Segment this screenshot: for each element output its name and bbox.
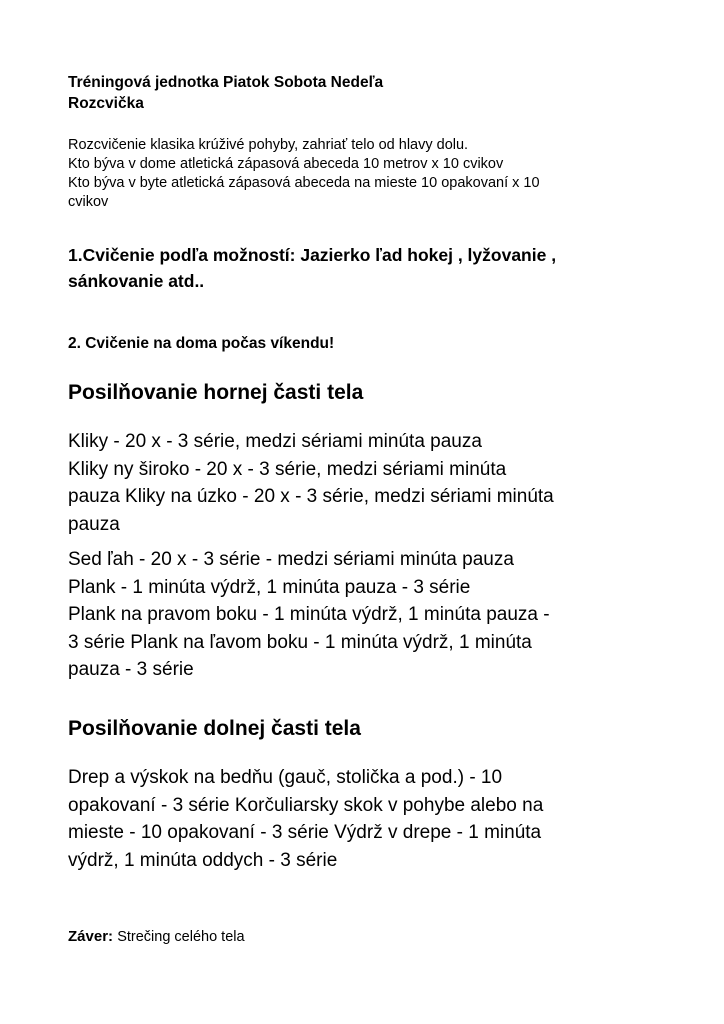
paragraph-line: Plank na pravom boku - 1 minúta výdrž, 1 minúta pauza - — [68, 604, 550, 625]
exercise-2-heading: 2. Cvičenie na doma počas víkendu! — [68, 335, 335, 352]
intro-line: Rozcvičenie klasika krúživé pohyby, zahriať telo od hlavy dolu. — [68, 137, 469, 153]
warmup-heading: Rozcvička — [68, 95, 144, 112]
exercise-1-heading — [68, 242, 668, 294]
paragraph-line: opakovaní - 3 série Korčuliarsky skok v pohybe alebo na — [68, 794, 544, 816]
paragraph-line: Kliky ny široko - 20 x - 3 série, medzi sériami minúta — [68, 458, 507, 480]
intro-line: Kto býva v byte atletická zápasová abeceda na mieste 10 opakovaní x 10 — [68, 175, 540, 191]
conclusion — [68, 927, 245, 947]
conclusion-label: Záver: — [68, 928, 114, 945]
paragraph-line: pauza Kliky na úzko - 20 x - 3 série, medzi sériami minúta — [68, 486, 554, 507]
conclusion-text: Strečing celého tela — [117, 929, 245, 945]
exercise-1-line: 1.Cvičenie podľa možností: Jazierko ľad hokej , lyžovanie , — [68, 245, 557, 265]
upper-body-pushups — [68, 428, 668, 538]
lower-body-heading: Posilňovanie dolnej časti tela — [68, 717, 361, 740]
paragraph-line: pauza — [68, 513, 120, 535]
paragraph-line: mieste - 10 opakovaní - 3 série Výdrž v drepe - 1 minúta — [68, 822, 542, 843]
paragraph-line: pauza - 3 série — [68, 659, 194, 680]
paragraph-line: Drep a výskok na bedňu (gauč, stolička a pod.) - 10 — [68, 767, 503, 788]
exercise-1-line: sánkovanie atd.. — [68, 271, 205, 291]
paragraph-line: Kliky - 20 x - 3 série, medzi sériami minúta pauza — [68, 431, 482, 452]
title-line: Tréningová jednotka Piatok Sobota Nedeľa — [68, 74, 384, 91]
paragraph-line: výdrž, 1 minúta oddych - 3 série — [68, 849, 338, 871]
intro-line: cvikov — [68, 194, 109, 210]
document-title — [68, 72, 383, 114]
lower-body-exercises — [68, 764, 668, 874]
intro-line: Kto býva v dome atletická zápasová abeceda 10 metrov x 10 cvikov — [68, 156, 504, 172]
paragraph-line: 3 série Plank na ľavom boku - 1 minúta výdrž, 1 minúta — [68, 631, 532, 653]
upper-body-heading: Posilňovanie hornej časti tela — [68, 381, 364, 404]
upper-body-core — [68, 546, 668, 684]
paragraph-line: Sed ľah - 20 x - 3 série - medzi sériami minúta pauza — [68, 549, 514, 570]
warmup-description — [68, 136, 648, 212]
paragraph-line: Plank - 1 minúta výdrž, 1 minúta pauza - 3 série — [68, 576, 471, 598]
